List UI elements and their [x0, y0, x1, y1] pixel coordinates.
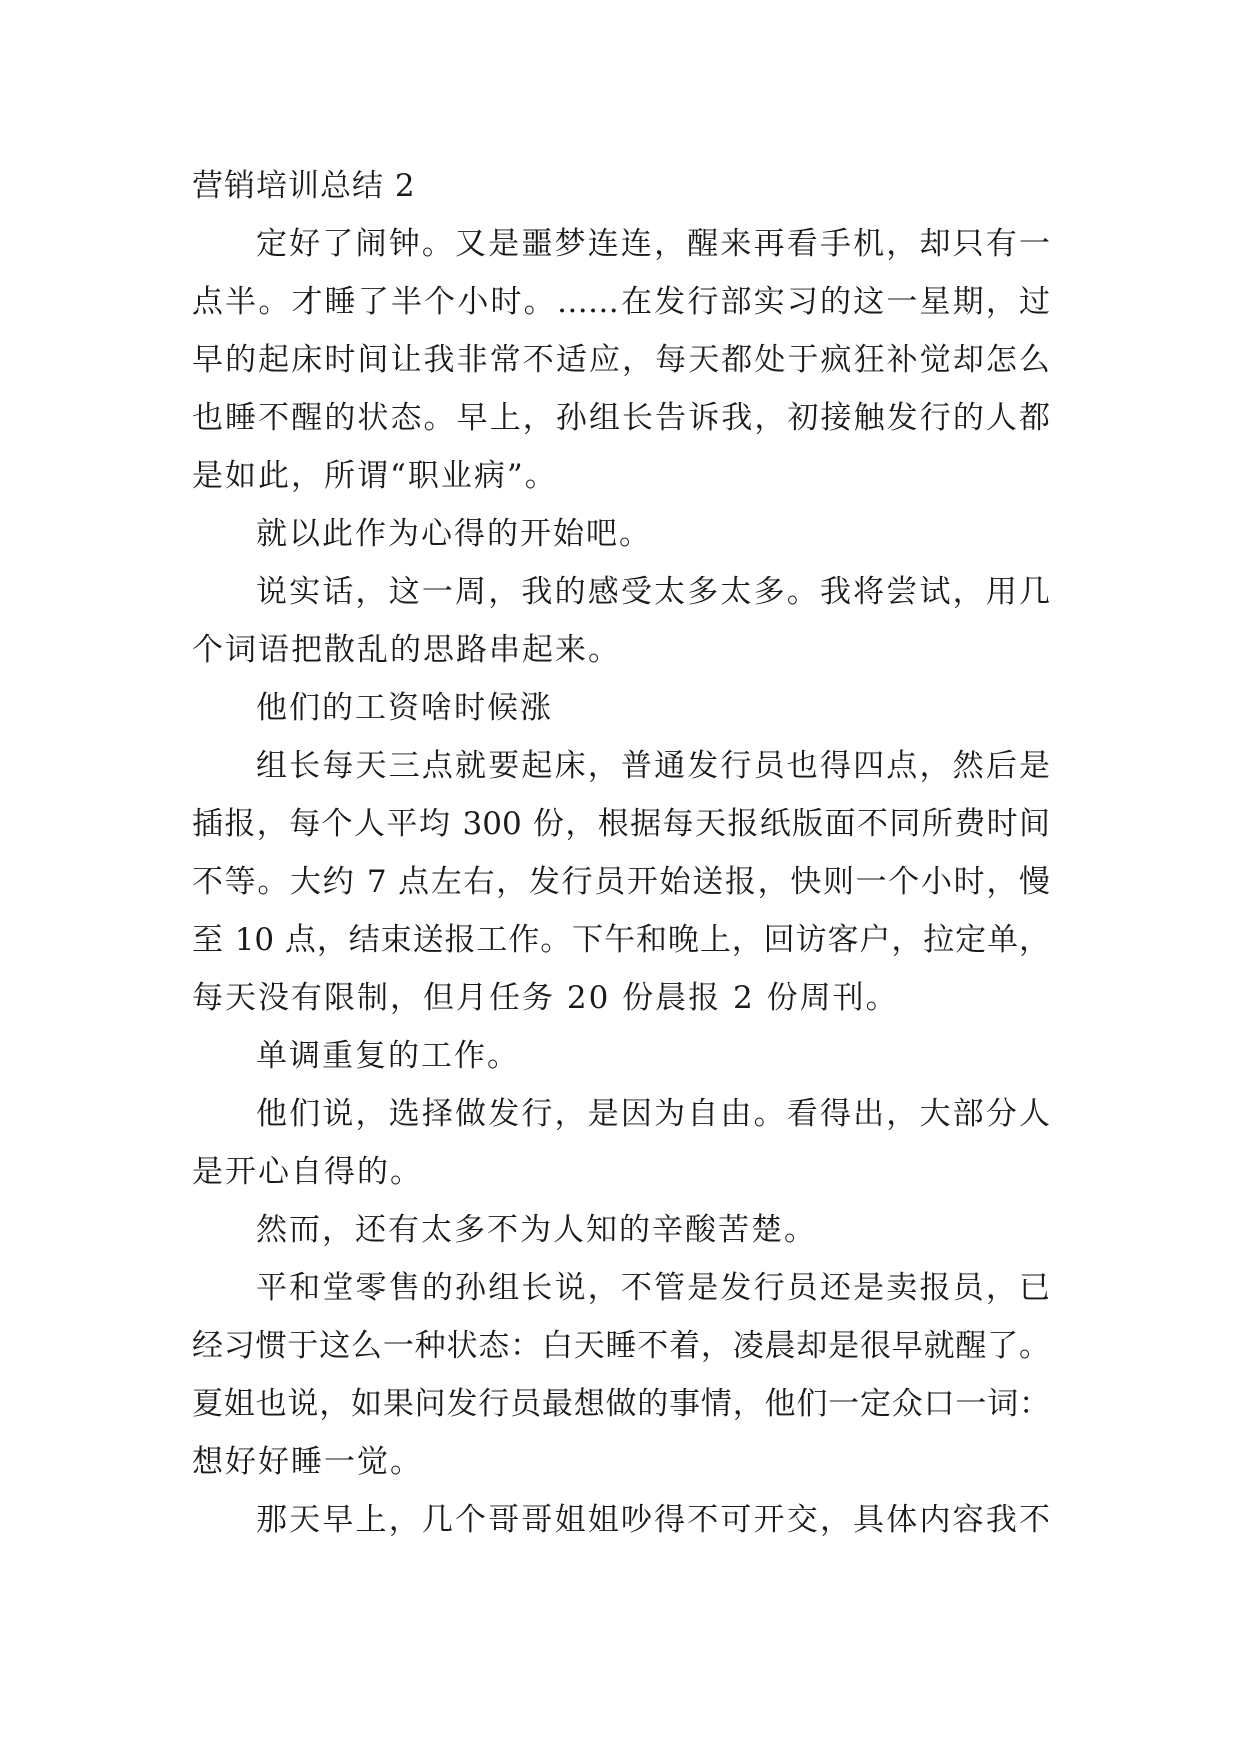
paragraph-line: 夏姐也说，如果问发行员最想做的事情，他们一定众口一词：	[192, 1386, 1050, 1422]
paragraph-line: 平和堂零售的孙组长说，不管是发行员还是卖报员，已	[256, 1270, 1050, 1306]
paragraph-line: 那天早上，几个哥哥姐姐吵得不可开交，具体内容我不	[256, 1502, 1050, 1538]
paragraph-line: 定好了闹钟。又是噩梦连连，醒来再看手机，却只有一	[256, 226, 1050, 262]
paragraph-line: 组长每天三点就要起床，普通发行员也得四点，然后是	[256, 748, 1050, 784]
document-title: 营销培训总结 2	[192, 168, 416, 204]
paragraph-line: 点半。才睡了半个小时。……在发行部实习的这一星期，过	[192, 284, 1050, 320]
paragraph-line: 说实话，这一周，我的感受太多太多。我将尝试，用几	[256, 574, 1050, 610]
paragraph-line: 每天没有限制，但月任务 20 份晨报 2 份周刊。	[192, 980, 899, 1016]
paragraph-line: 至 10 点，结束送报工作。下午和晚上，回访客户，拉定单，	[192, 922, 1050, 958]
paragraph-line: 早的起床时间让我非常不适应，每天都处于疯狂补觉却怎么	[192, 342, 1050, 378]
paragraph-line: 就以此作为心得的开始吧。	[256, 516, 652, 552]
paragraph-line: 然而，还有太多不为人知的辛酸苦楚。	[256, 1212, 817, 1248]
paragraph-line: 是如此，所谓“职业病”。	[192, 458, 558, 494]
paragraph-line: 个词语把散乱的思路串起来。	[192, 632, 621, 668]
paragraph-line: 不等。大约 7 点左右，发行员开始送报，快则一个小时，慢	[192, 864, 1050, 900]
paragraph-line: 经习惯于这么一种状态：白天睡不着，凌晨却是很早就醒了。	[192, 1328, 1050, 1364]
paragraph-line: 也睡不醒的状态。早上，孙组长告诉我，初接触发行的人都	[192, 400, 1050, 436]
paragraph-line: 插报，每个人平均 300 份，根据每天报纸版面不同所费时间	[192, 806, 1050, 842]
paragraph-line: 想好好睡一觉。	[192, 1444, 423, 1480]
paragraph-line: 他们说，选择做发行，是因为自由。看得出，大部分人	[256, 1096, 1050, 1132]
section-heading: 他们的工资啥时候涨	[256, 690, 553, 726]
paragraph-line: 是开心自得的。	[192, 1154, 423, 1190]
paragraph-line: 单调重复的工作。	[256, 1038, 520, 1074]
